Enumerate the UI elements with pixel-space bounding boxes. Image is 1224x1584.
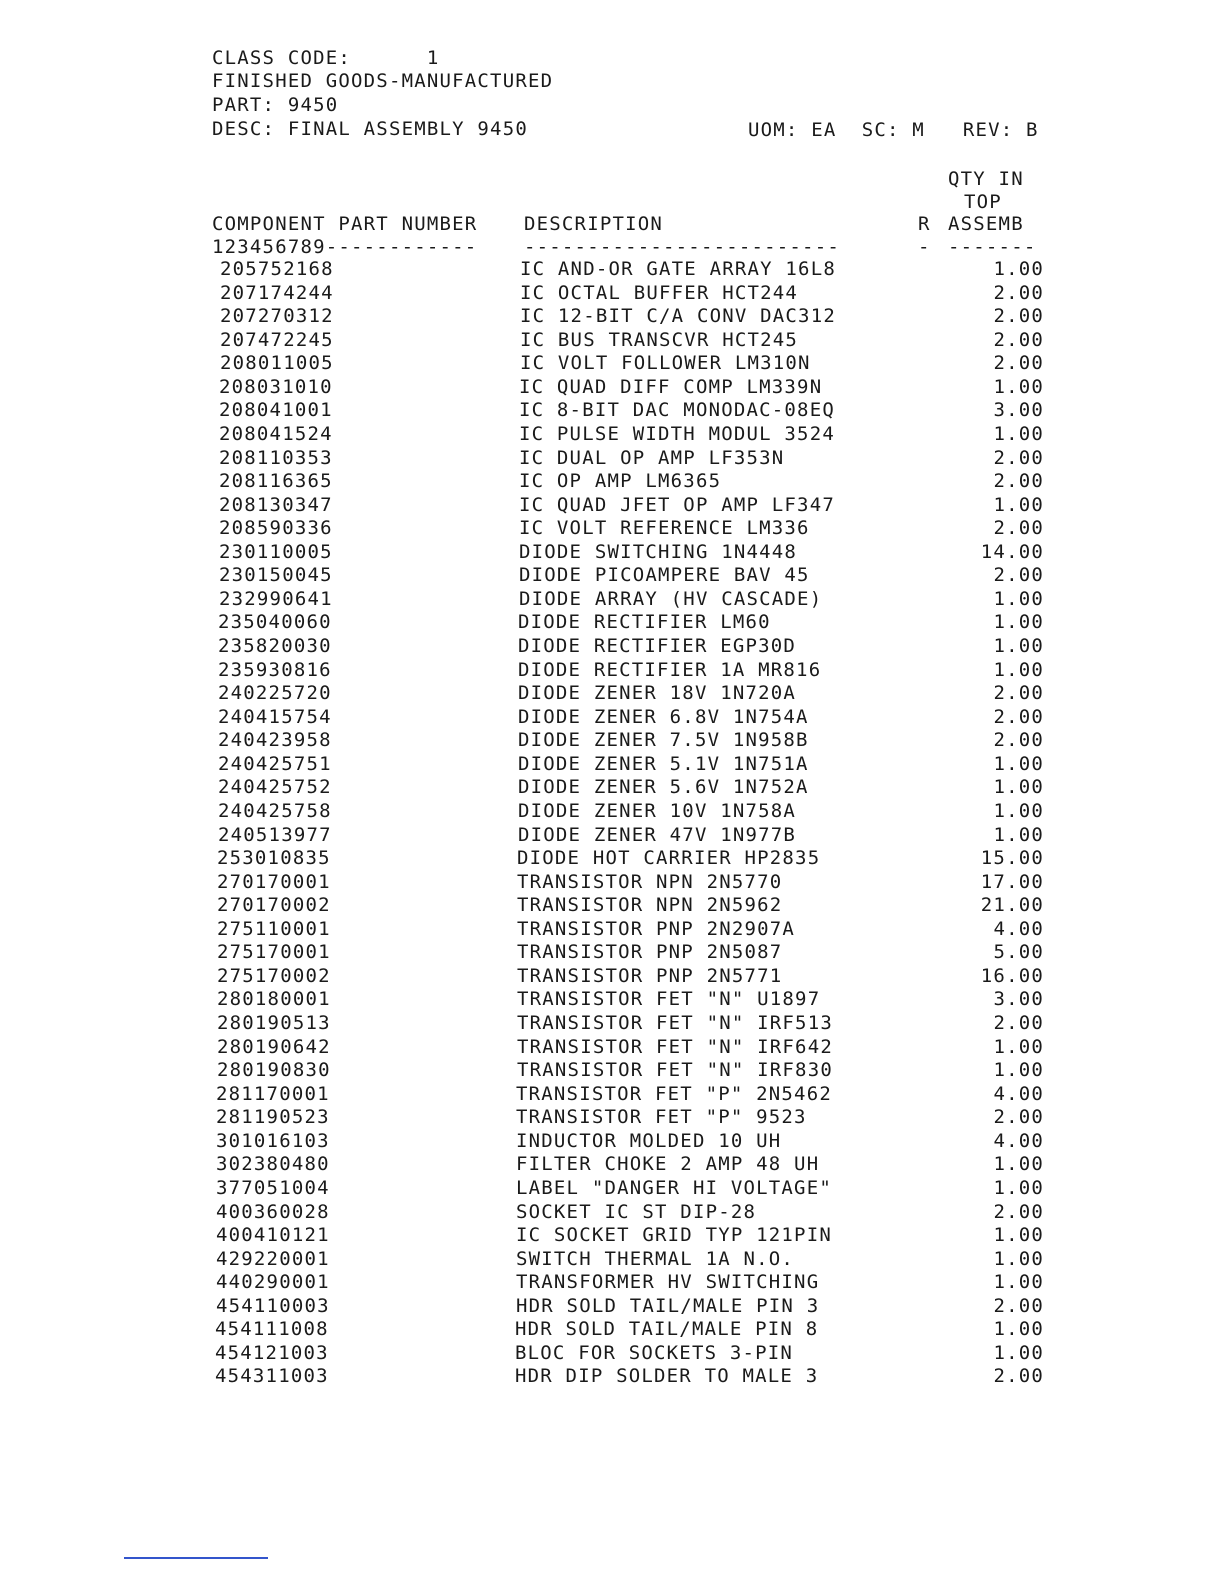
description: DESC: FINAL ASSEMBLY 9450 — [212, 118, 528, 140]
component-quantity: 4.00 — [993, 1082, 1044, 1105]
component-description: TRANSISTOR FET "P" 2N5462 — [516, 1082, 832, 1105]
component-description: IC PULSE WIDTH MODUL 3524 — [519, 422, 835, 445]
component-quantity: 2.00 — [993, 1012, 1044, 1034]
uom-sc-rev: UOM: EA SC: M REV: B — [748, 119, 1039, 141]
table-row — [0, 1342, 1224, 1366]
component-description: TRANSISTOR FET "P" 9523 — [516, 1106, 807, 1129]
table-row — [0, 494, 1224, 518]
component-part-number: 240415754 — [218, 705, 332, 728]
component-description: DIODE RECTIFIER EGP30D — [518, 635, 797, 657]
component-description: IC QUAD JFET OP AMP LF347 — [519, 493, 835, 516]
component-description: LABEL "DANGER HI VOLTAGE" — [516, 1176, 832, 1199]
table-row — [0, 659, 1224, 683]
component-description: IC AND-OR GATE ARRAY 16L8 — [520, 258, 836, 280]
r-header: R — [918, 213, 931, 235]
component-part-number: 240225720 — [218, 682, 332, 705]
component-part-number: 302380480 — [216, 1153, 330, 1176]
component-description: DIODE HOT CARRIER HP2835 — [517, 847, 821, 870]
table-row — [0, 706, 1224, 730]
table-row — [0, 564, 1224, 588]
component-quantity: 14.00 — [980, 540, 1044, 563]
component-quantity: 2.00 — [993, 705, 1044, 728]
table-row — [0, 682, 1224, 706]
table-row — [0, 611, 1224, 635]
component-quantity: 1.00 — [993, 635, 1044, 657]
component-quantity: 16.00 — [980, 964, 1044, 987]
component-quantity: 1.00 — [993, 375, 1044, 398]
table-row — [0, 258, 1224, 282]
component-part-number: 270170001 — [217, 870, 331, 893]
r-separator: - — [918, 236, 931, 258]
component-part-number: 377051004 — [216, 1176, 330, 1199]
table-row — [0, 871, 1224, 895]
component-description: INDUCTOR MOLDED 10 UH — [516, 1129, 782, 1152]
table-row — [0, 1036, 1224, 1060]
component-description: TRANSISTOR NPN 2N5962 — [517, 894, 783, 917]
table-row — [0, 1177, 1224, 1201]
component-description: HDR DIP SOLDER TO MALE 3 — [515, 1365, 819, 1388]
component-quantity: 2.00 — [993, 682, 1044, 705]
component-description: IC QUAD DIFF COMP LM339N — [519, 375, 823, 398]
class-code: CLASS CODE: 1 — [212, 47, 440, 69]
component-quantity: 1.00 — [993, 1176, 1044, 1199]
component-part-number: 208116365 — [219, 470, 333, 493]
component-description: TRANSISTOR NPN 2N5770 — [517, 870, 783, 893]
table-row — [0, 894, 1224, 918]
part-separator: 123456789------------ — [212, 236, 478, 258]
component-part-number: 454311003 — [215, 1365, 329, 1388]
table-row — [0, 753, 1224, 777]
component-description: TRANSFORMER HV SWITCHING — [516, 1271, 820, 1294]
component-part-number: 280190642 — [217, 1035, 331, 1058]
component-description: TRANSISTOR PNP 2N2907A — [517, 917, 796, 940]
category: FINISHED GOODS-MANUFACTURED — [212, 70, 554, 92]
component-description: TRANSISTOR FET "N" U1897 — [517, 988, 821, 1011]
table-row — [0, 824, 1224, 848]
component-part-number: 275110001 — [217, 917, 331, 940]
component-description: DIODE RECTIFIER LM60 — [518, 611, 771, 634]
table-row — [0, 517, 1224, 541]
table-row — [0, 918, 1224, 942]
component-quantity: 2.00 — [993, 1365, 1044, 1388]
component-description: HDR SOLD TAIL/MALE PIN 8 — [515, 1318, 819, 1341]
component-description: IC 12-BIT C/A CONV DAC312 — [520, 305, 836, 328]
component-quantity: 2.00 — [993, 564, 1044, 587]
component-part-number: 208011005 — [220, 352, 334, 375]
table-row — [0, 1295, 1224, 1319]
component-description: TRANSISTOR FET "N" IRF642 — [517, 1035, 833, 1058]
component-quantity: 2.00 — [993, 281, 1044, 304]
component-quantity: 4.00 — [993, 917, 1044, 940]
component-quantity: 1.00 — [993, 658, 1044, 681]
component-part-number: 275170001 — [217, 941, 331, 964]
table-row — [0, 1365, 1224, 1389]
component-quantity: 1.00 — [993, 1341, 1044, 1364]
table-row — [0, 376, 1224, 400]
component-description: SOCKET IC ST DIP-28 — [516, 1200, 757, 1223]
component-quantity: 1.00 — [993, 1271, 1044, 1294]
table-row — [0, 329, 1224, 353]
footer-rule — [124, 1557, 268, 1559]
component-part-number: 253010835 — [217, 847, 331, 870]
qty-header-line2: TOP — [964, 191, 1002, 213]
desc-separator: ------------------------- — [524, 236, 840, 258]
component-part-number: 240423958 — [218, 729, 332, 752]
component-part-number: 281170001 — [216, 1082, 330, 1105]
component-quantity: 2.00 — [993, 328, 1044, 351]
table-row — [0, 1153, 1224, 1177]
component-part-number: 235040060 — [218, 611, 332, 634]
component-description: IC DUAL OP AMP LF353N — [519, 446, 785, 469]
component-quantity: 1.00 — [993, 422, 1044, 445]
component-part-number: 400410121 — [216, 1224, 330, 1247]
component-part-number: 454111008 — [215, 1318, 329, 1341]
component-quantity: 1.00 — [993, 752, 1044, 775]
component-description: DIODE ZENER 7.5V 1N958B — [518, 729, 809, 752]
component-part-number: 208041001 — [219, 399, 333, 422]
table-row — [0, 1059, 1224, 1083]
table-row — [0, 988, 1224, 1012]
component-part-number: 208110353 — [219, 446, 333, 469]
qty-header-line1: QTY IN — [948, 168, 1024, 190]
component-description: DIODE ZENER 47V 1N977B — [518, 823, 797, 846]
component-part-number: 207270312 — [220, 305, 334, 328]
component-description: DIODE SWITCHING 1N4448 — [519, 540, 798, 563]
component-description: IC OCTAL BUFFER HCT244 — [520, 281, 799, 304]
component-description: TRANSISTOR PNP 2N5771 — [517, 964, 783, 987]
table-row — [0, 305, 1224, 329]
component-part-number: 301016103 — [216, 1129, 330, 1152]
part-number: PART: 9450 — [212, 94, 339, 116]
component-quantity: 3.00 — [993, 399, 1044, 422]
component-part-number: 230150045 — [219, 564, 333, 587]
table-row — [0, 423, 1224, 447]
component-quantity: 4.00 — [993, 1129, 1044, 1152]
component-part-number: 208130347 — [219, 493, 333, 516]
component-description: DIODE ZENER 5.1V 1N751A — [518, 752, 809, 775]
component-quantity: 1.00 — [993, 493, 1044, 516]
table-row — [0, 965, 1224, 989]
component-quantity: 1.00 — [993, 1247, 1044, 1270]
component-part-number: 280190830 — [217, 1059, 331, 1082]
component-quantity: 2.00 — [993, 470, 1044, 493]
table-row — [0, 470, 1224, 494]
component-description: DIODE ZENER 6.8V 1N754A — [518, 705, 809, 728]
component-quantity: 2.00 — [993, 729, 1044, 752]
component-part-number: 280180001 — [217, 988, 331, 1011]
component-quantity: 2.00 — [993, 517, 1044, 540]
component-part-number: 240425758 — [218, 799, 332, 822]
table-row — [0, 399, 1224, 423]
component-description: IC SOCKET GRID TYP 121PIN — [516, 1224, 832, 1247]
component-description: DIODE ARRAY (HV CASCADE) — [519, 587, 823, 610]
component-quantity: 1.00 — [993, 799, 1044, 822]
component-description: HDR SOLD TAIL/MALE PIN 3 — [516, 1294, 820, 1317]
table-row — [0, 1248, 1224, 1272]
component-quantity: 1.00 — [993, 1059, 1044, 1082]
component-part-number: 281190523 — [216, 1106, 330, 1129]
component-description: DIODE ZENER 10V 1N758A — [518, 799, 797, 822]
component-description: DIODE ZENER 18V 1N720A — [518, 682, 797, 705]
component-part-number: 454110003 — [216, 1294, 330, 1317]
component-quantity: 5.00 — [993, 941, 1044, 964]
component-part-number: 270170002 — [217, 894, 331, 917]
component-part-number: 207174244 — [220, 281, 334, 304]
component-description: DIODE PICOAMPERE BAV 45 — [519, 564, 810, 587]
table-row — [0, 541, 1224, 565]
component-part-number: 454121003 — [215, 1341, 329, 1364]
component-quantity: 21.00 — [980, 894, 1044, 917]
component-quantity: 1.00 — [993, 1318, 1044, 1341]
component-quantity: 1.00 — [993, 258, 1044, 280]
component-description: FILTER CHOKE 2 AMP 48 UH — [516, 1153, 820, 1176]
qty-separator: ------- — [948, 236, 1037, 258]
component-part-number: 429220001 — [216, 1247, 330, 1270]
assemb-header: ASSEMB — [948, 213, 1024, 235]
component-description: IC BUS TRANSCVR HCT245 — [520, 328, 799, 351]
component-quantity: 2.00 — [993, 1200, 1044, 1223]
component-description: IC OP AMP LM6365 — [519, 470, 722, 493]
component-description: IC VOLT REFERENCE LM336 — [519, 517, 810, 540]
table-row — [0, 1318, 1224, 1342]
table-row — [0, 776, 1224, 800]
component-quantity: 1.00 — [993, 611, 1044, 634]
table-row — [0, 1271, 1224, 1295]
component-quantity: 2.00 — [993, 1106, 1044, 1129]
component-part-number: 208031010 — [219, 375, 333, 398]
component-quantity: 1.00 — [993, 823, 1044, 846]
table-row — [0, 1012, 1224, 1036]
component-description: DIODE RECTIFIER 1A MR816 — [518, 658, 822, 681]
component-quantity: 1.00 — [993, 776, 1044, 799]
component-description: IC VOLT FOLLOWER LM310N — [520, 352, 811, 375]
component-part-number: 235930816 — [218, 658, 332, 681]
component-quantity: 1.00 — [993, 587, 1044, 610]
component-part-number: 240513977 — [218, 823, 332, 846]
component-description: TRANSISTOR PNP 2N5087 — [517, 941, 783, 964]
component-quantity: 1.00 — [993, 1153, 1044, 1176]
component-part-number: 230110005 — [219, 540, 333, 563]
table-row — [0, 847, 1224, 871]
component-description: BLOC FOR SOCKETS 3-PIN — [515, 1341, 794, 1364]
component-description: IC 8-BIT DAC MONODAC-08EQ — [519, 399, 835, 422]
component-part-number: 240425751 — [218, 752, 332, 775]
component-quantity: 2.00 — [993, 305, 1044, 328]
component-quantity: 1.00 — [993, 1035, 1044, 1058]
component-part-number: 400360028 — [216, 1200, 330, 1223]
component-part-number: 440290001 — [216, 1271, 330, 1294]
component-part-number: 235820030 — [218, 635, 332, 657]
table-row — [0, 729, 1224, 753]
component-part-number: 240425752 — [218, 776, 332, 799]
table-row — [0, 1083, 1224, 1107]
table-row — [0, 635, 1224, 659]
component-quantity: 2.00 — [993, 1294, 1044, 1317]
table-row — [0, 941, 1224, 965]
component-quantity: 2.00 — [993, 446, 1044, 469]
table-row — [0, 1130, 1224, 1154]
component-description: SWITCH THERMAL 1A N.O. — [516, 1247, 795, 1270]
component-part-number: 232990641 — [219, 587, 333, 610]
table-row — [0, 1106, 1224, 1130]
component-part-number: 275170002 — [217, 964, 331, 987]
component-part-number: 280190513 — [217, 1012, 331, 1034]
table-row — [0, 447, 1224, 471]
component-quantity: 2.00 — [993, 352, 1044, 375]
description-header: DESCRIPTION — [524, 213, 664, 235]
component-description: DIODE ZENER 5.6V 1N752A — [518, 776, 809, 799]
component-header: COMPONENT PART NUMBER — [212, 213, 478, 235]
component-part-number: 208590336 — [219, 517, 333, 540]
table-row — [0, 1201, 1224, 1225]
component-description: TRANSISTOR FET "N" IRF830 — [517, 1059, 833, 1082]
table-row — [0, 282, 1224, 306]
table-row — [0, 800, 1224, 824]
component-quantity: 1.00 — [993, 1224, 1044, 1247]
component-quantity: 17.00 — [980, 870, 1044, 893]
table-row — [0, 352, 1224, 376]
component-part-number: 208041524 — [219, 422, 333, 445]
table-row — [0, 588, 1224, 612]
component-list — [0, 258, 1224, 1389]
table-row — [0, 1224, 1224, 1248]
component-quantity: 15.00 — [980, 847, 1044, 870]
component-part-number: 207472245 — [220, 328, 334, 351]
component-quantity: 3.00 — [993, 988, 1044, 1011]
component-description: TRANSISTOR FET "N" IRF513 — [517, 1012, 833, 1034]
component-part-number: 205752168 — [220, 258, 334, 280]
